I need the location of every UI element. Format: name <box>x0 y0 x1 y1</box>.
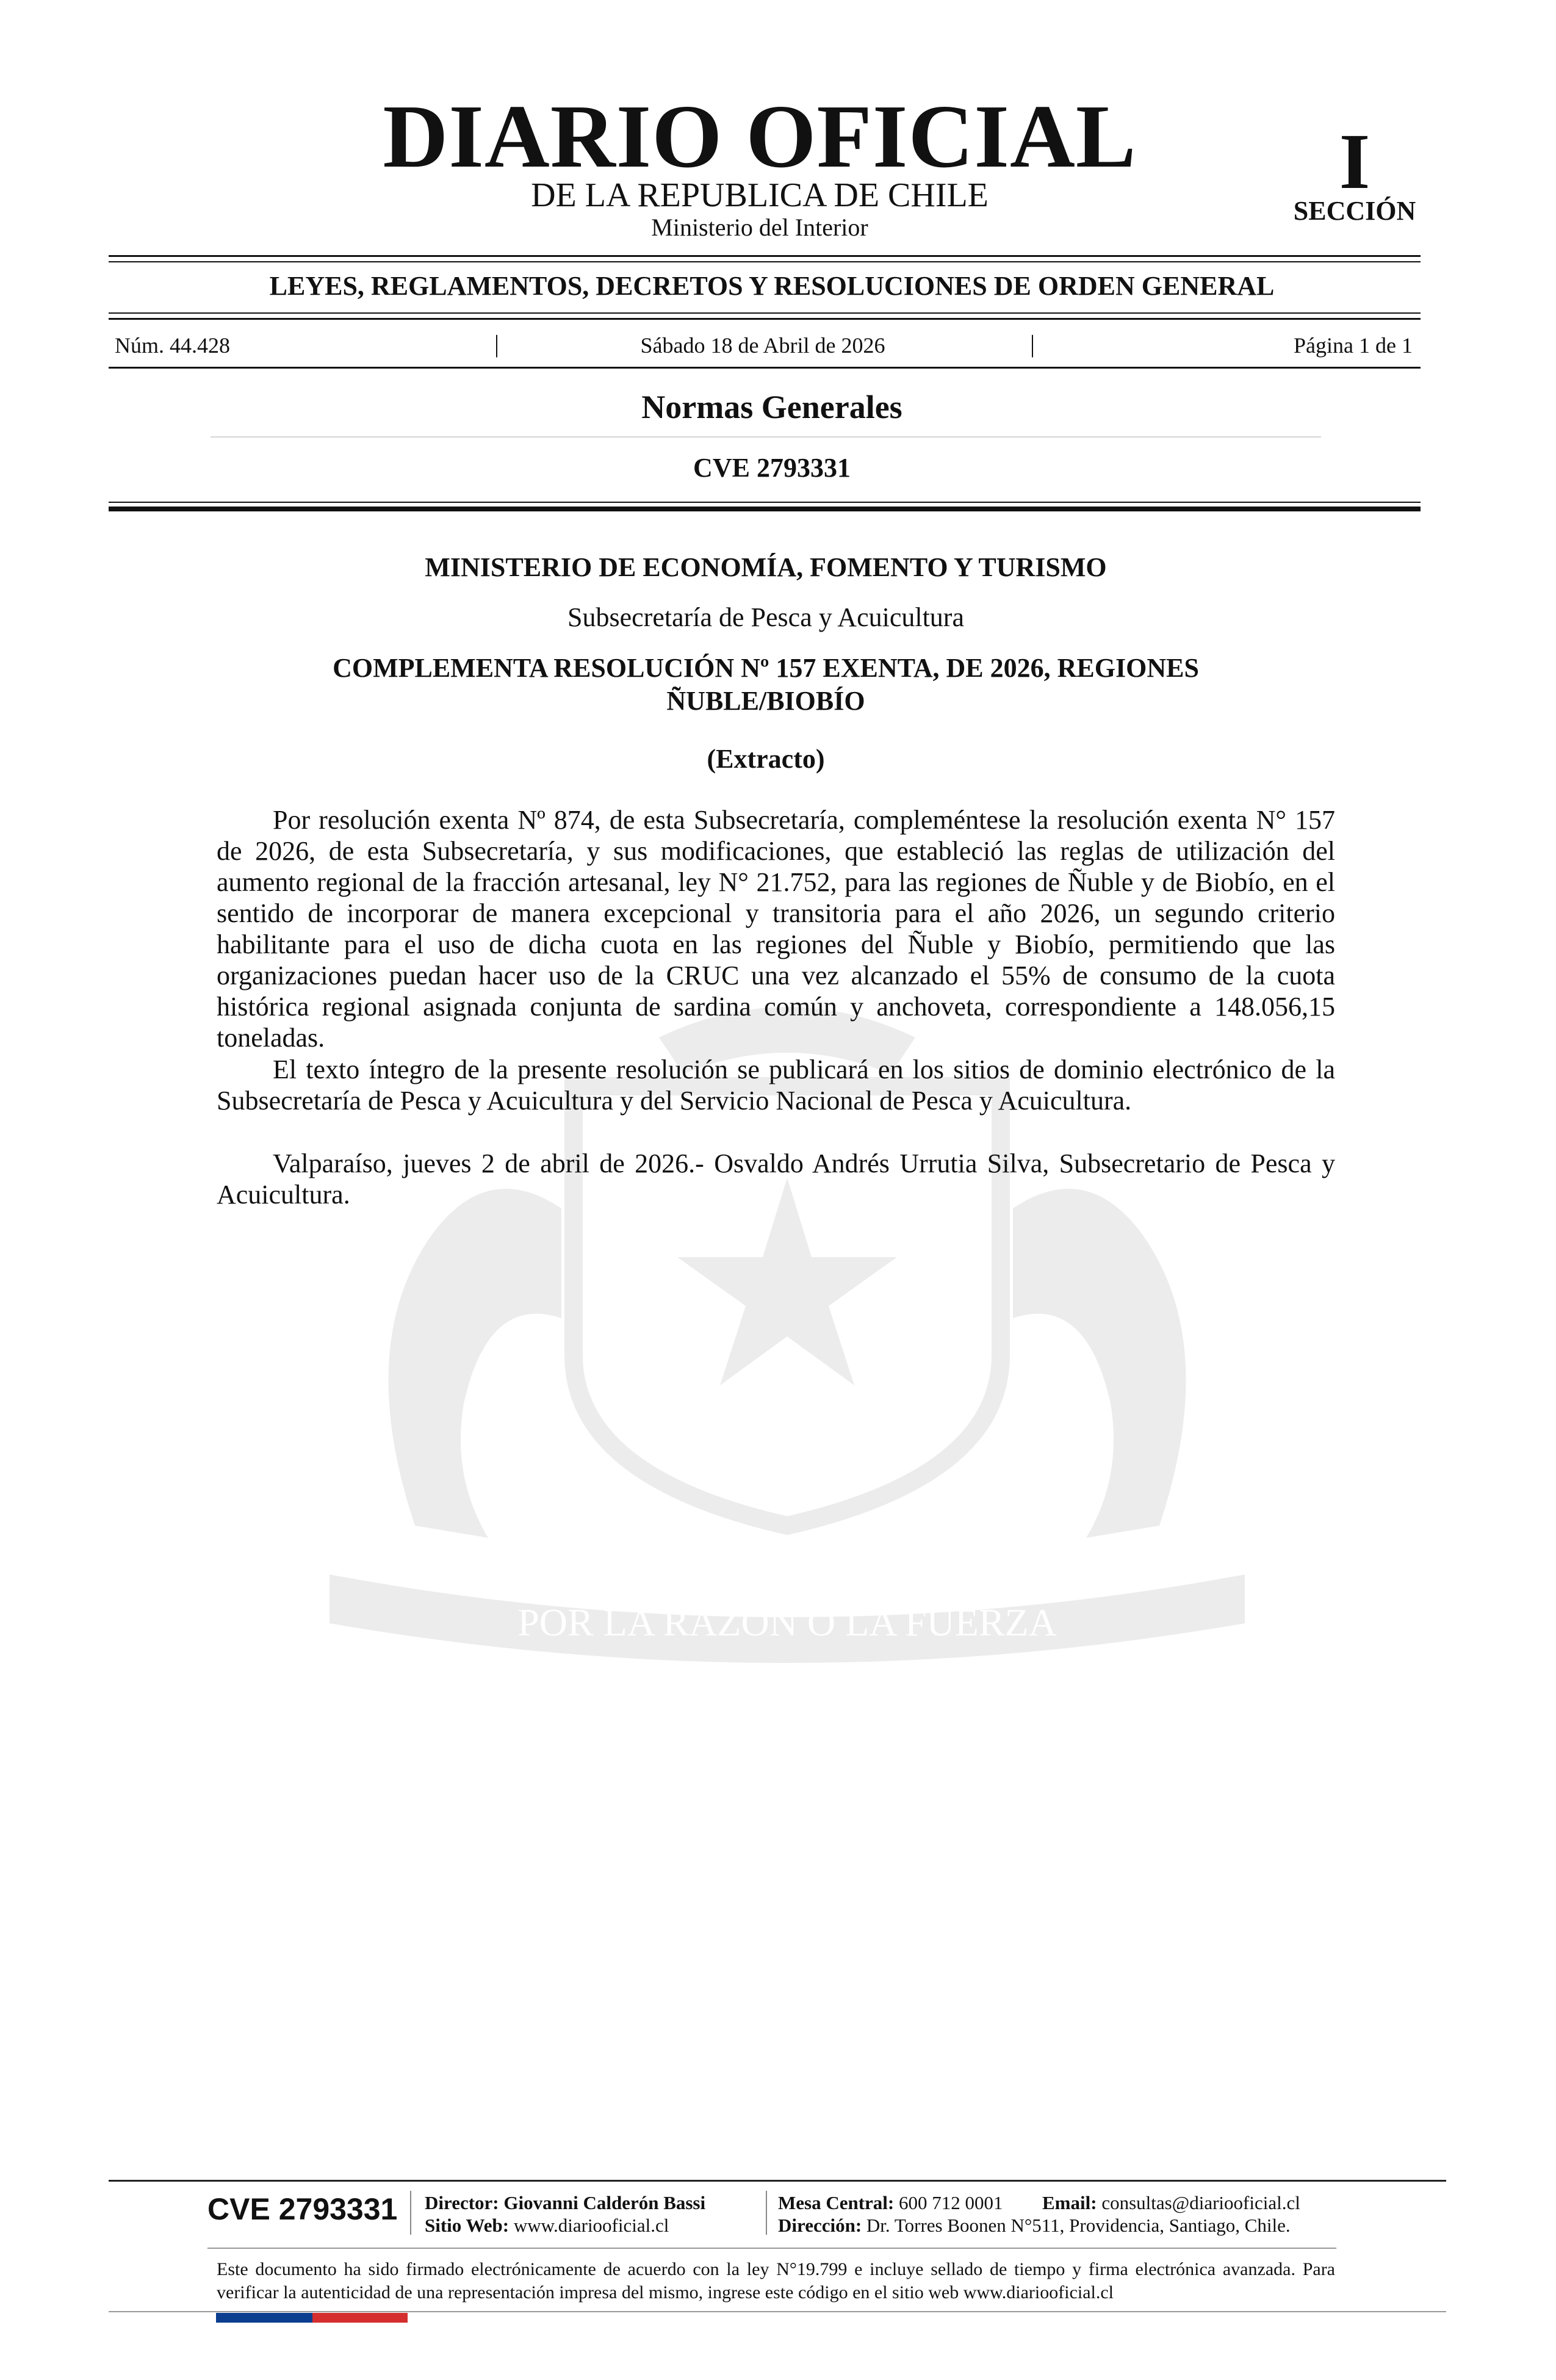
section-label: SECCIÓN <box>1293 196 1416 226</box>
phone-number: 600 712 0001 <box>899 2192 1003 2213</box>
website-label: Sitio Web: <box>425 2215 510 2236</box>
footer-address <box>778 2215 1291 2237</box>
cve-code: CVE 2793331 <box>693 453 851 483</box>
footer-email <box>1042 2192 1300 2214</box>
footer-column-divider <box>410 2191 411 2235</box>
body-paragraph: El texto íntegro de la presente resolución se publicará en los sitios de dominio electrónico de la Subsecretaría de Pesca y Acuicultura y del Servicio Nacional de Pesca y Acuicultura. <box>217 1055 1335 1116</box>
divider <box>109 318 1421 320</box>
category-heading: LEYES, REGLAMENTOS, DECRETOS Y RESOLUCIONES DE ORDEN GENERAL <box>269 271 1275 301</box>
divider <box>109 255 1421 257</box>
email-link[interactable]: consultas@diariooficial.cl <box>1101 2192 1300 2213</box>
newspaper-subtitle: DE LA REPUBLICA DE CHILE <box>531 176 989 214</box>
footer-divider <box>207 2248 1336 2249</box>
footer-website <box>425 2215 669 2237</box>
divider <box>109 312 1421 314</box>
email-label: Email: <box>1042 2192 1097 2213</box>
newspaper-ministry: Ministerio del Interior <box>651 214 868 241</box>
section-title: Normas Generales <box>641 389 902 425</box>
resolution-heading: COMPLEMENTA RESOLUCIÓN Nº 157 EXENTA, DE 2026, REGIONES ÑUBLE/BIOBÍO <box>333 653 1199 716</box>
address-label: Dirección: <box>778 2215 862 2236</box>
divider <box>109 502 1421 503</box>
page-indicator: Página 1 de 1 <box>1294 333 1413 358</box>
issuing-ministry: MINISTERIO DE ECONOMÍA, FOMENTO Y TURISMO <box>425 552 1107 582</box>
director-label: Director: <box>425 2192 499 2213</box>
issue-number: Núm. 44.428 <box>115 333 230 358</box>
thick-divider <box>109 507 1421 511</box>
flag-stripe-red <box>312 2313 408 2323</box>
signature-paragraph: Valparaíso, jueves 2 de abril de 2026.- Osvaldo Andrés Urrutia Silva, Subsecretario de Pesca y Acuicultura. <box>217 1149 1335 1210</box>
divider <box>109 261 1421 262</box>
signature-notice: Este documento ha sido firmado electrónicamente de acuerdo con la ley N°19.799 e incluye sellado de tiempo y firma electrónica avanzada. Para verificar la autenticidad de una representación impresa del mismo, ingrese este código en el sitio web www.diariooficial.cl <box>217 2259 1335 2302</box>
phone-label: Mesa Central: <box>778 2192 895 2213</box>
info-separator: | <box>494 330 500 358</box>
newspaper-title: DIARIO OFICIAL <box>383 87 1137 187</box>
footer-cve-code: CVE 2793331 <box>207 2192 398 2226</box>
issuing-subsecretaria: Subsecretaría de Pesca y Acuicultura <box>567 602 964 632</box>
body-paragraph: Por resolución exenta Nº 874, de esta Subsecretaría, compleméntese la resolución exenta N° 157 de 2026, de esta Subsecretaría, y sus modificaciones, que estableció las reglas de utilización del aumento regional de la fracción artesanal, ley N° 21.752, para las regiones de Ñuble y de Biobío, en el sentido de incorporar de manera excepcional y transitoria para el año 2026, un segundo criterio habilitante para el uso de dicha cuota en las regiones del Ñuble y Biobío, permitiendo que las organizaciones puedan hacer uso de la CRUC una vez alcanzado el 55% de consumo de la cuota histórica regional asignada conjunta de sardina común y anchoveta, correspondiente a 148.056,15 toneladas. <box>217 805 1335 1053</box>
footer-column-divider <box>766 2191 767 2235</box>
divider <box>109 367 1421 369</box>
thin-divider <box>211 436 1321 438</box>
footer-divider <box>109 2311 1446 2312</box>
info-separator: | <box>1030 330 1036 358</box>
director-name: Giovanni Calderón Bassi <box>503 2192 706 2213</box>
website-link[interactable]: www.diariooficial.cl <box>513 2215 669 2236</box>
footer-divider <box>109 2180 1446 2182</box>
address-value: Dr. Torres Boonen N°511, Providencia, Santiago, Chile. <box>866 2215 1291 2236</box>
footer-phone <box>778 2192 1003 2214</box>
watermark-motto: POR LA RAZON O LA FUERZA <box>517 1601 1057 1644</box>
issue-date: Sábado 18 de Abril de 2026 <box>640 333 885 358</box>
section-number: I <box>1339 118 1371 206</box>
footer-director <box>425 2192 705 2214</box>
flag-stripe-blue <box>216 2313 312 2323</box>
extract-label: (Extracto) <box>707 744 825 774</box>
